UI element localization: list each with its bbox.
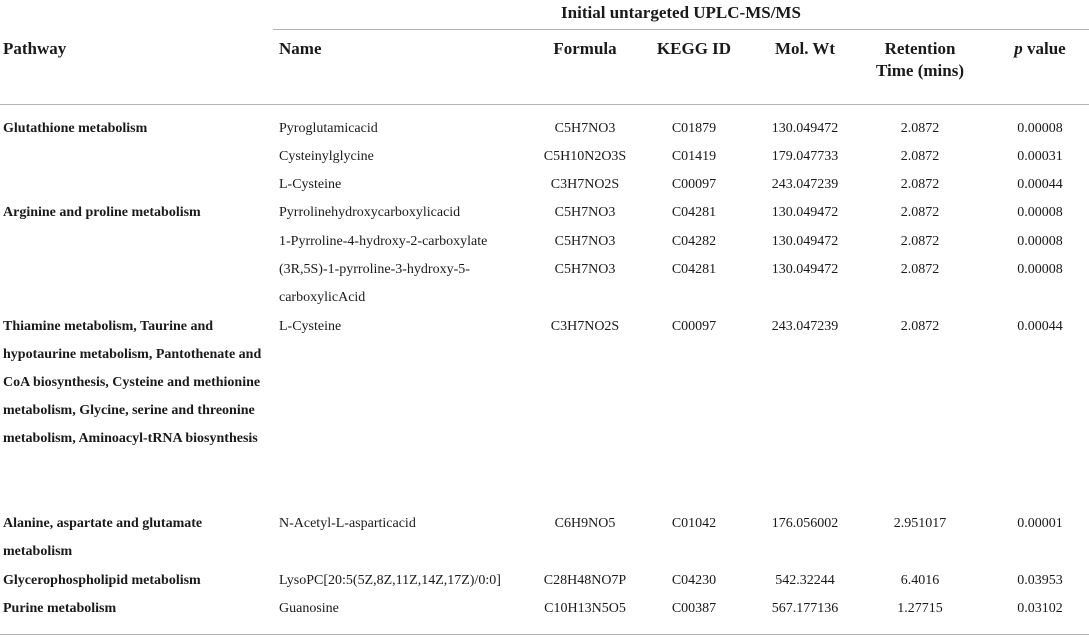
cell-retention-time: 2.0872 bbox=[900, 319, 940, 334]
cell-formula: C5H7NO3 bbox=[554, 234, 616, 249]
cell-retention-time: 2.0872 bbox=[900, 177, 940, 192]
cell-name: N-Acetyl-L-asparticacid bbox=[279, 516, 416, 531]
cell-mol-wt: 130.049472 bbox=[771, 262, 839, 277]
cell-pathway: Purine metabolism bbox=[3, 601, 117, 616]
cell-mol-wt: 176.056002 bbox=[771, 516, 839, 531]
cell-retention-time: 6.4016 bbox=[900, 573, 940, 588]
cell-p-value: 0.03102 bbox=[1017, 601, 1063, 616]
cell-retention-time: 1.27715 bbox=[897, 601, 943, 616]
header-mol-wt: Mol. Wt bbox=[774, 39, 836, 58]
cell-kegg-id: C00387 bbox=[671, 601, 717, 616]
cell-name: LysoPC[20:5(5Z,8Z,11Z,14Z,17Z)/0:0] bbox=[279, 573, 501, 588]
cell-pathway: Alanine, aspartate and glutamate metabolism bbox=[3, 516, 203, 559]
cell-p-value: 0.00008 bbox=[1017, 205, 1063, 220]
cell-p-value: 0.00001 bbox=[1017, 516, 1063, 531]
cell-formula: C3H7NO2S bbox=[550, 319, 620, 334]
cell-pathway: Glutathione metabolism bbox=[3, 121, 148, 136]
cell-pathway: Arginine and proline metabolism bbox=[3, 205, 201, 220]
cell-name: Pyroglutamicacid bbox=[279, 121, 378, 136]
cell-retention-time: 2.951017 bbox=[893, 516, 947, 531]
cell-kegg-id: C04281 bbox=[671, 205, 717, 220]
header-name: Name bbox=[279, 39, 322, 58]
cell-kegg-id: C04281 bbox=[671, 262, 717, 277]
header-rule bbox=[0, 104, 1089, 105]
cell-p-value: 0.00008 bbox=[1017, 234, 1063, 249]
cell-kegg-id: C01879 bbox=[671, 121, 717, 136]
cell-mol-wt: 130.049472 bbox=[771, 121, 839, 136]
cell-formula: C6H9NO5 bbox=[554, 516, 616, 531]
cell-kegg-id: C00097 bbox=[671, 319, 717, 334]
header-kegg-id: KEGG ID bbox=[656, 39, 732, 58]
cell-p-value: 0.03953 bbox=[1017, 573, 1063, 588]
cell-pathway: Thiamine metabolism, Taurine and hypotaurine metabolism, Pantothenate and CoA biosynthesis, Cysteine and methionine metabolism, Glycine, serine and threonine metabolism, Aminoacyl-tRNA biosynthesis bbox=[3, 319, 262, 446]
cell-mol-wt: 130.049472 bbox=[771, 205, 839, 220]
bottom-rule bbox=[0, 634, 1089, 635]
cell-mol-wt: 243.047239 bbox=[771, 177, 839, 192]
header-retention-line1: Retention bbox=[884, 39, 956, 58]
header-p-italic: p bbox=[1014, 39, 1023, 58]
cell-retention-time: 2.0872 bbox=[900, 121, 940, 136]
cell-retention-time: 2.0872 bbox=[900, 149, 940, 164]
cell-name: Cysteinylglycine bbox=[279, 149, 374, 164]
cell-kegg-id: C01419 bbox=[671, 149, 717, 164]
cell-kegg-id: C00097 bbox=[671, 177, 717, 192]
cell-kegg-id: C04230 bbox=[671, 573, 717, 588]
header-p-rest: value bbox=[1022, 39, 1066, 58]
group-header: Initial untargeted UPLC-MS/MS bbox=[561, 3, 801, 22]
cell-formula: C28H48NO7P bbox=[543, 573, 627, 588]
cell-mol-wt: 567.177136 bbox=[771, 601, 839, 616]
cell-p-value: 0.00044 bbox=[1017, 319, 1063, 334]
cell-mol-wt: 243.047239 bbox=[771, 319, 839, 334]
cell-p-value: 0.00031 bbox=[1017, 149, 1063, 164]
cell-formula: C5H7NO3 bbox=[554, 121, 616, 136]
cell-retention-time: 2.0872 bbox=[900, 234, 940, 249]
cell-mol-wt: 542.32244 bbox=[775, 573, 835, 588]
cell-name: L-Cysteine bbox=[279, 319, 342, 334]
cell-retention-time: 2.0872 bbox=[900, 262, 940, 277]
cell-formula: C5H7NO3 bbox=[554, 205, 616, 220]
group-header-rule bbox=[273, 29, 1089, 30]
cell-pathway: Glycerophospholipid metabolism bbox=[3, 573, 201, 588]
cell-name: Guanosine bbox=[279, 601, 339, 616]
header-retention-time bbox=[855, 38, 985, 82]
cell-name: Pyrrolinehydroxycarboxylicacid bbox=[279, 205, 461, 220]
header-retention-line2: Time (mins) bbox=[876, 61, 964, 80]
cell-name: L-Cysteine bbox=[279, 177, 342, 192]
header-formula: Formula bbox=[553, 39, 617, 58]
cell-name: (3R,5S)-1-pyrroline-3-hydroxy-5-carboxylicAcid bbox=[279, 262, 470, 305]
header-pathway: Pathway bbox=[3, 39, 67, 58]
cell-kegg-id: C01042 bbox=[671, 516, 717, 531]
cell-formula: C5H10N2O3S bbox=[543, 149, 627, 164]
cell-retention-time: 2.0872 bbox=[900, 205, 940, 220]
cell-formula: C3H7NO2S bbox=[550, 177, 620, 192]
cell-mol-wt: 130.049472 bbox=[771, 234, 839, 249]
cell-name: 1-Pyrroline-4-hydroxy-2-carboxylate bbox=[279, 234, 488, 249]
cell-p-value: 0.00008 bbox=[1017, 121, 1063, 136]
header-p-value bbox=[990, 38, 1089, 60]
cell-p-value: 0.00008 bbox=[1017, 262, 1063, 277]
cell-formula: C10H13N5O5 bbox=[544, 601, 626, 616]
cell-formula: C5H7NO3 bbox=[554, 262, 616, 277]
cell-mol-wt: 179.047733 bbox=[771, 149, 839, 164]
cell-kegg-id: C04282 bbox=[671, 234, 717, 249]
cell-p-value: 0.00044 bbox=[1017, 177, 1063, 192]
